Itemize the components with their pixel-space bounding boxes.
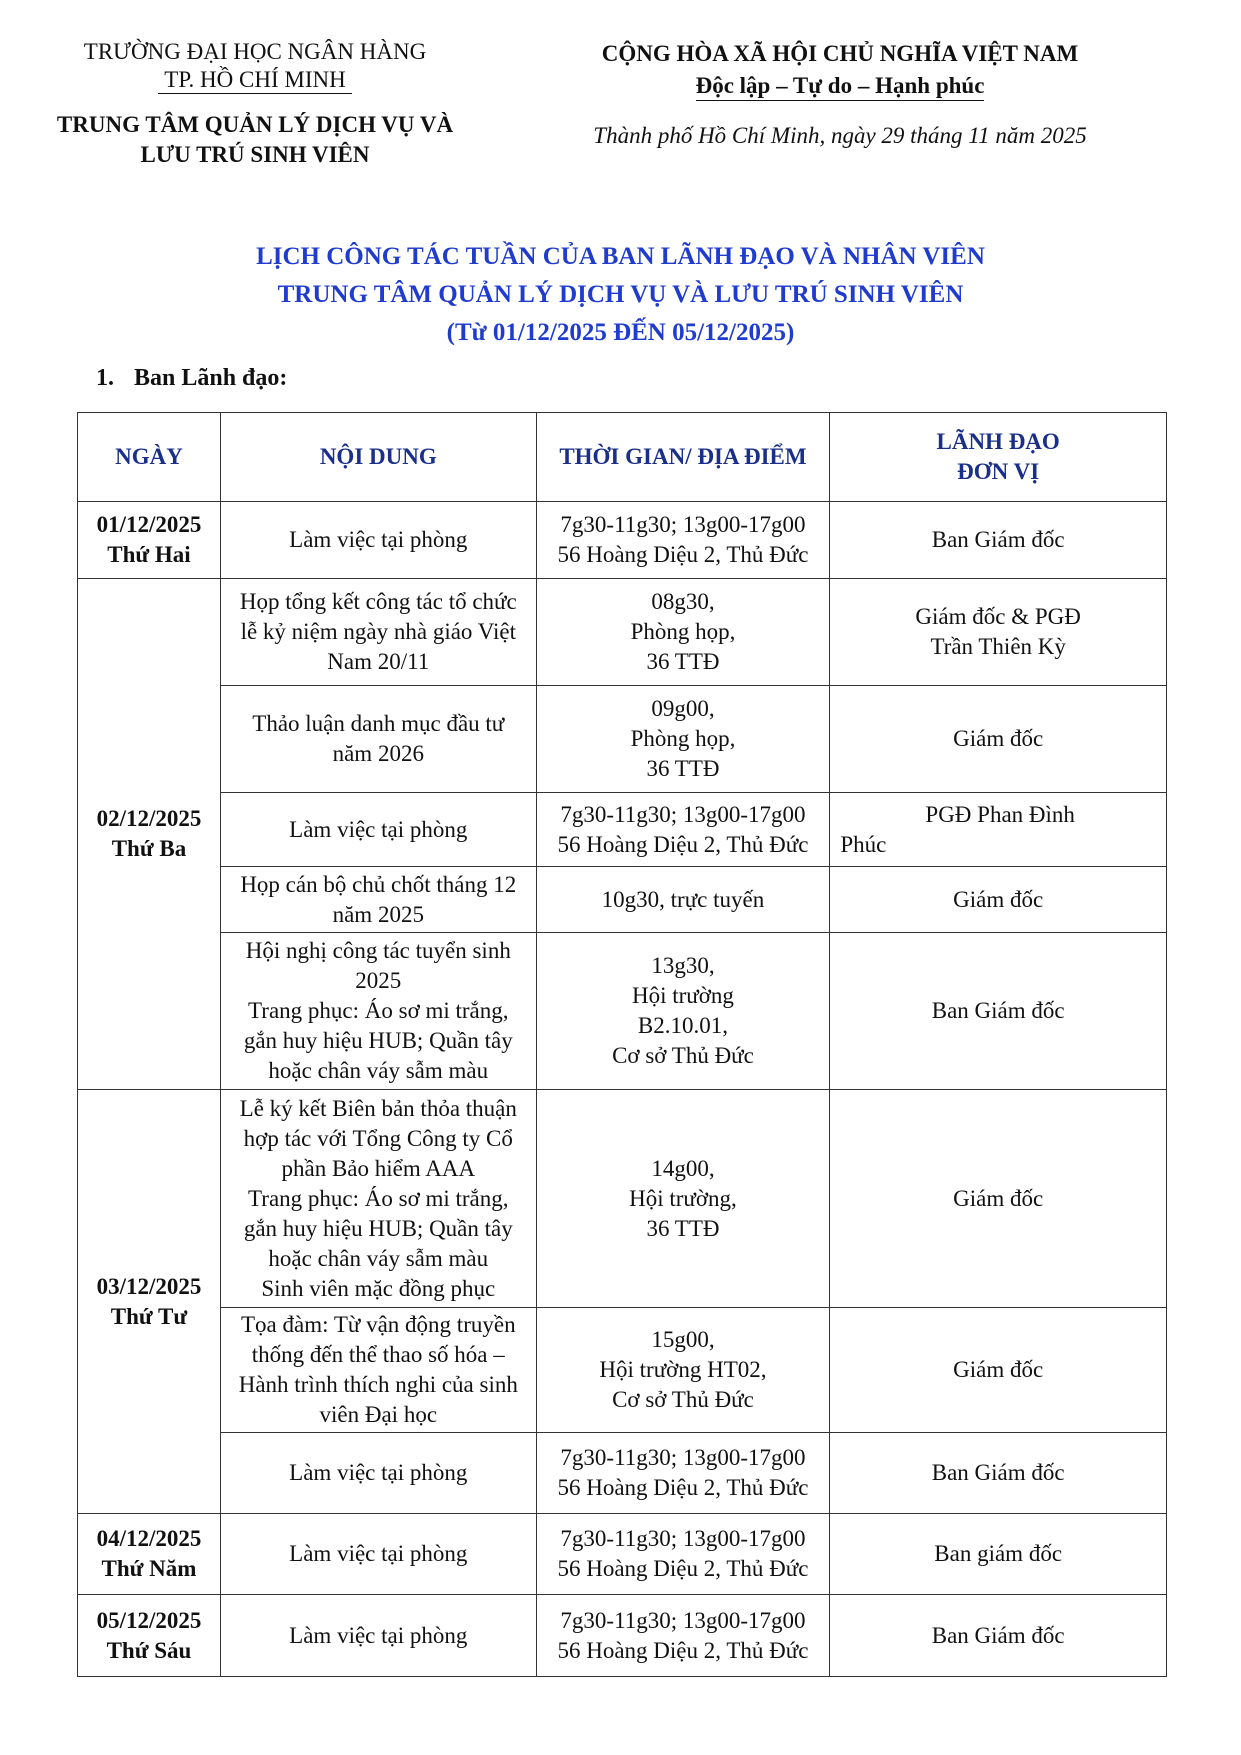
leader-cell: [830, 793, 1167, 867]
leader-cell: [830, 1090, 1167, 1308]
content-cell: [220, 579, 536, 686]
leader-cell: [830, 579, 1167, 686]
time-location-cell: [536, 793, 830, 867]
leader-line: Giám đốc: [953, 726, 1044, 751]
table-row: [78, 1433, 1167, 1514]
content-cell: [220, 1308, 536, 1433]
location-line: 56 Hoàng Diệu 2, Thủ Đức: [557, 1637, 809, 1663]
content-line: Họp tổng kết công tác tổ chức: [239, 589, 517, 614]
content-line: Làm việc tại phòng: [289, 816, 468, 842]
leader-line: Ban giám đốc: [934, 1541, 1063, 1566]
leader-cell: [830, 867, 1167, 933]
table-row: [78, 1090, 1167, 1308]
content-line: 2025: [355, 968, 402, 993]
content-cell: [220, 1514, 536, 1595]
location-line: 56 Hoàng Diệu 2, Thủ Đức: [557, 831, 809, 857]
table-row: [78, 867, 1167, 933]
leader-cell: [830, 1595, 1167, 1677]
time-line: 15g00,: [651, 1327, 715, 1352]
content-line: Trang phục: Áo sơ mi trắng,: [248, 998, 509, 1023]
center-name-line1: TRUNG TÂM QUẢN LÝ DỊCH VỤ VÀ: [56, 112, 454, 137]
time-location-cell: [536, 1595, 830, 1677]
time-location-cell: [536, 1433, 830, 1514]
table-row: [78, 793, 1167, 867]
day-weekday: Thứ Tư: [110, 1303, 188, 1329]
leader-line: Giám đốc & PGĐ: [915, 604, 1081, 629]
time-line: 14g00,: [651, 1155, 715, 1181]
header-date: NGÀY: [78, 413, 221, 502]
content-line: Sinh viên mặc đồng phục: [261, 1275, 496, 1301]
leader-cell: [830, 1433, 1167, 1514]
day-weekday: Thứ Sáu: [106, 1637, 192, 1663]
leader-cell: [830, 686, 1167, 793]
table-row: [78, 1595, 1167, 1677]
day-date: 04/12/2025: [96, 1526, 202, 1551]
content-cell: [220, 1090, 536, 1308]
day-date: 05/12/2025: [96, 1607, 202, 1633]
content-line: Trang phục: Áo sơ mi trắng,: [248, 1185, 509, 1211]
content-line: lễ kỷ niệm ngày nhà giáo Việt: [240, 619, 516, 644]
location-line: Hội trường,: [629, 1185, 737, 1211]
content-cell: [220, 1595, 536, 1677]
date-cell: [78, 1514, 221, 1595]
content-line: Làm việc tại phòng: [289, 1541, 468, 1566]
time-location-cell: [536, 867, 830, 933]
time-location-cell: [536, 1090, 830, 1308]
table-row: [78, 1308, 1167, 1433]
content-line: Nam 20/11: [327, 649, 430, 674]
time-line: 7g30-11g30; 13g00-17g00: [560, 512, 806, 537]
content-cell: [220, 933, 536, 1090]
content-line: Làm việc tại phòng: [289, 1622, 468, 1648]
date-cell: [78, 502, 221, 579]
header-leader-line1: LÃNH ĐẠO: [936, 429, 1060, 454]
day-date: 02/12/2025: [96, 806, 202, 831]
location-line: Cơ sở Thủ Đức: [612, 1387, 754, 1412]
content-line: Lễ ký kết Biên bản thỏa thuận: [239, 1095, 517, 1121]
leader-line: Ban Giám đốc: [931, 1460, 1065, 1485]
day-date: 03/12/2025: [96, 1273, 202, 1299]
leader-line: Phúc: [840, 831, 887, 857]
location-line: 56 Hoàng Diệu 2, Thủ Đức: [557, 1556, 809, 1581]
header-leader-line2: ĐƠN VỊ: [957, 459, 1040, 484]
content-cell: [220, 793, 536, 867]
content-cell: [220, 1433, 536, 1514]
location-line: Phòng họp,: [630, 619, 736, 644]
location-line: 36 TTĐ: [646, 649, 720, 674]
content-line: hợp tác với Tổng Công ty Cổ: [243, 1125, 513, 1151]
day-weekday: Thứ Năm: [101, 1556, 197, 1581]
day-weekday: Thứ Hai: [107, 542, 191, 567]
content-line: phần Bảo hiểm AAA: [281, 1155, 476, 1181]
leader-line: Giám đốc: [953, 1185, 1044, 1211]
content-line: viên Đại học: [319, 1402, 438, 1427]
content-line: thống đến thể thao số hóa –: [251, 1342, 505, 1367]
date-cell: [78, 579, 221, 1090]
university-name: TRƯỜNG ĐẠI HỌC NGÂN HÀNG: [83, 39, 427, 64]
time-line: 08g30,: [651, 589, 715, 614]
content-line: Họp cán bộ chủ chốt tháng 12: [240, 871, 517, 897]
country-name: CỘNG HÒA XÃ HỘI CHỦ NGHĨA VIỆT NAM: [601, 41, 1079, 66]
schedule-table: [77, 412, 1167, 1677]
time-location-cell: [536, 933, 830, 1090]
section-number: 1.: [96, 365, 114, 391]
time-line: 7g30-11g30; 13g00-17g00: [560, 1445, 806, 1470]
document-title: [0, 238, 1241, 352]
location-line: 56 Hoàng Diệu 2, Thủ Đức: [557, 542, 809, 567]
national-header: [540, 38, 1140, 152]
table-header-row: [78, 413, 1167, 502]
center-name-line2: LƯU TRÚ SINH VIÊN: [140, 142, 370, 167]
leader-line: Giám đốc: [953, 886, 1044, 912]
title-line2: TRUNG TÂM QUẢN LÝ DỊCH VỤ VÀ LƯU TRÚ SINH VIÊN: [277, 281, 964, 308]
location-line: 56 Hoàng Diệu 2, Thủ Đức: [557, 1475, 809, 1500]
leader-line: Ban Giám đốc: [931, 998, 1065, 1023]
section-heading: [96, 365, 287, 392]
content-line: năm 2026: [332, 741, 424, 766]
content-line: Tọa đàm: Từ vận động truyền: [241, 1312, 516, 1337]
table-row: [78, 502, 1167, 579]
content-line: hoặc chân váy sẫm màu: [268, 1058, 489, 1083]
location-line: 36 TTĐ: [646, 756, 720, 781]
table-row: [78, 933, 1167, 1090]
table-row: [78, 686, 1167, 793]
section-label: Ban Lãnh đạo:: [134, 365, 288, 391]
title-line1: LỊCH CÔNG TÁC TUẦN CỦA BAN LÃNH ĐẠO VÀ NHÂN VIÊN: [256, 243, 985, 270]
table-row: [78, 1514, 1167, 1595]
day-weekday: Thứ Ba: [111, 836, 187, 861]
table-row: [78, 579, 1167, 686]
leader-line: Ban Giám đốc: [931, 1622, 1065, 1648]
date-cell: [78, 1595, 221, 1677]
title-date-range: (Từ 01/12/2025 ĐẾN 05/12/2025): [446, 319, 795, 346]
leader-line: Giám đốc: [953, 1357, 1044, 1382]
location-line: Hội trường HT02,: [599, 1357, 767, 1382]
location-line: Phòng họp,: [630, 726, 736, 751]
content-line: năm 2025: [332, 901, 424, 927]
time-line: 09g00,: [651, 696, 715, 721]
date-cell: [78, 1090, 221, 1514]
content-line: gắn huy hiệu HUB; Quần tây: [243, 1028, 513, 1053]
leader-cell: [830, 1514, 1167, 1595]
day-date: 01/12/2025: [96, 512, 202, 537]
content-cell: [220, 686, 536, 793]
time-location-cell: [536, 1308, 830, 1433]
content-line: Hành trình thích nghi của sinh: [238, 1372, 518, 1397]
time-line: 7g30-11g30; 13g00-17g00: [560, 1526, 806, 1551]
document-date: Thành phố Hồ Chí Minh, ngày 29 tháng 11 năm 2025: [593, 123, 1087, 148]
location-line: Cơ sở Thủ Đức: [612, 1043, 754, 1068]
content-cell: [220, 867, 536, 933]
national-motto: Độc lập – Tự do – Hạnh phúc: [696, 72, 985, 101]
leader-line: PGĐ Phan Đình: [925, 801, 1075, 827]
content-line: Làm việc tại phòng: [289, 527, 468, 552]
leader-cell: [830, 1308, 1167, 1433]
content-line: gắn huy hiệu HUB; Quần tây: [243, 1215, 513, 1241]
time-location-cell: [536, 502, 830, 579]
header-content: NỘI DUNG: [220, 413, 536, 502]
content-line: Thảo luận danh mục đầu tư: [252, 711, 505, 736]
content-line: Hội nghị công tác tuyển sinh: [245, 938, 511, 963]
time-location-cell: [536, 686, 830, 793]
center-name: [55, 110, 455, 170]
time-location-cell: [536, 1514, 830, 1595]
leader-cell: [830, 933, 1167, 1090]
content-cell: [220, 502, 536, 579]
leader-line: Trần Thiên Kỳ: [930, 634, 1066, 659]
university-city: TP. HỒ CHÍ MINH: [158, 67, 351, 94]
header-leader: [830, 413, 1167, 502]
time-line: 10g30, trực tuyến: [601, 886, 765, 912]
content-line: Làm việc tại phòng: [289, 1460, 468, 1485]
location-line: Hội trường: [632, 983, 734, 1008]
issuer-block: [55, 38, 455, 170]
time-line: 13g30,: [651, 953, 715, 978]
location-line: B2.10.01,: [637, 1013, 729, 1038]
header-time-location: THỜI GIAN/ ĐỊA ĐIỂM: [536, 413, 830, 502]
leader-line: Ban Giám đốc: [931, 527, 1065, 552]
leader-cell: [830, 502, 1167, 579]
location-line: 36 TTĐ: [646, 1215, 720, 1241]
time-location-cell: [536, 579, 830, 686]
time-line: 7g30-11g30; 13g00-17g00: [560, 1607, 806, 1633]
content-line: hoặc chân váy sẫm màu: [268, 1245, 489, 1271]
time-line: 7g30-11g30; 13g00-17g00: [560, 801, 806, 827]
